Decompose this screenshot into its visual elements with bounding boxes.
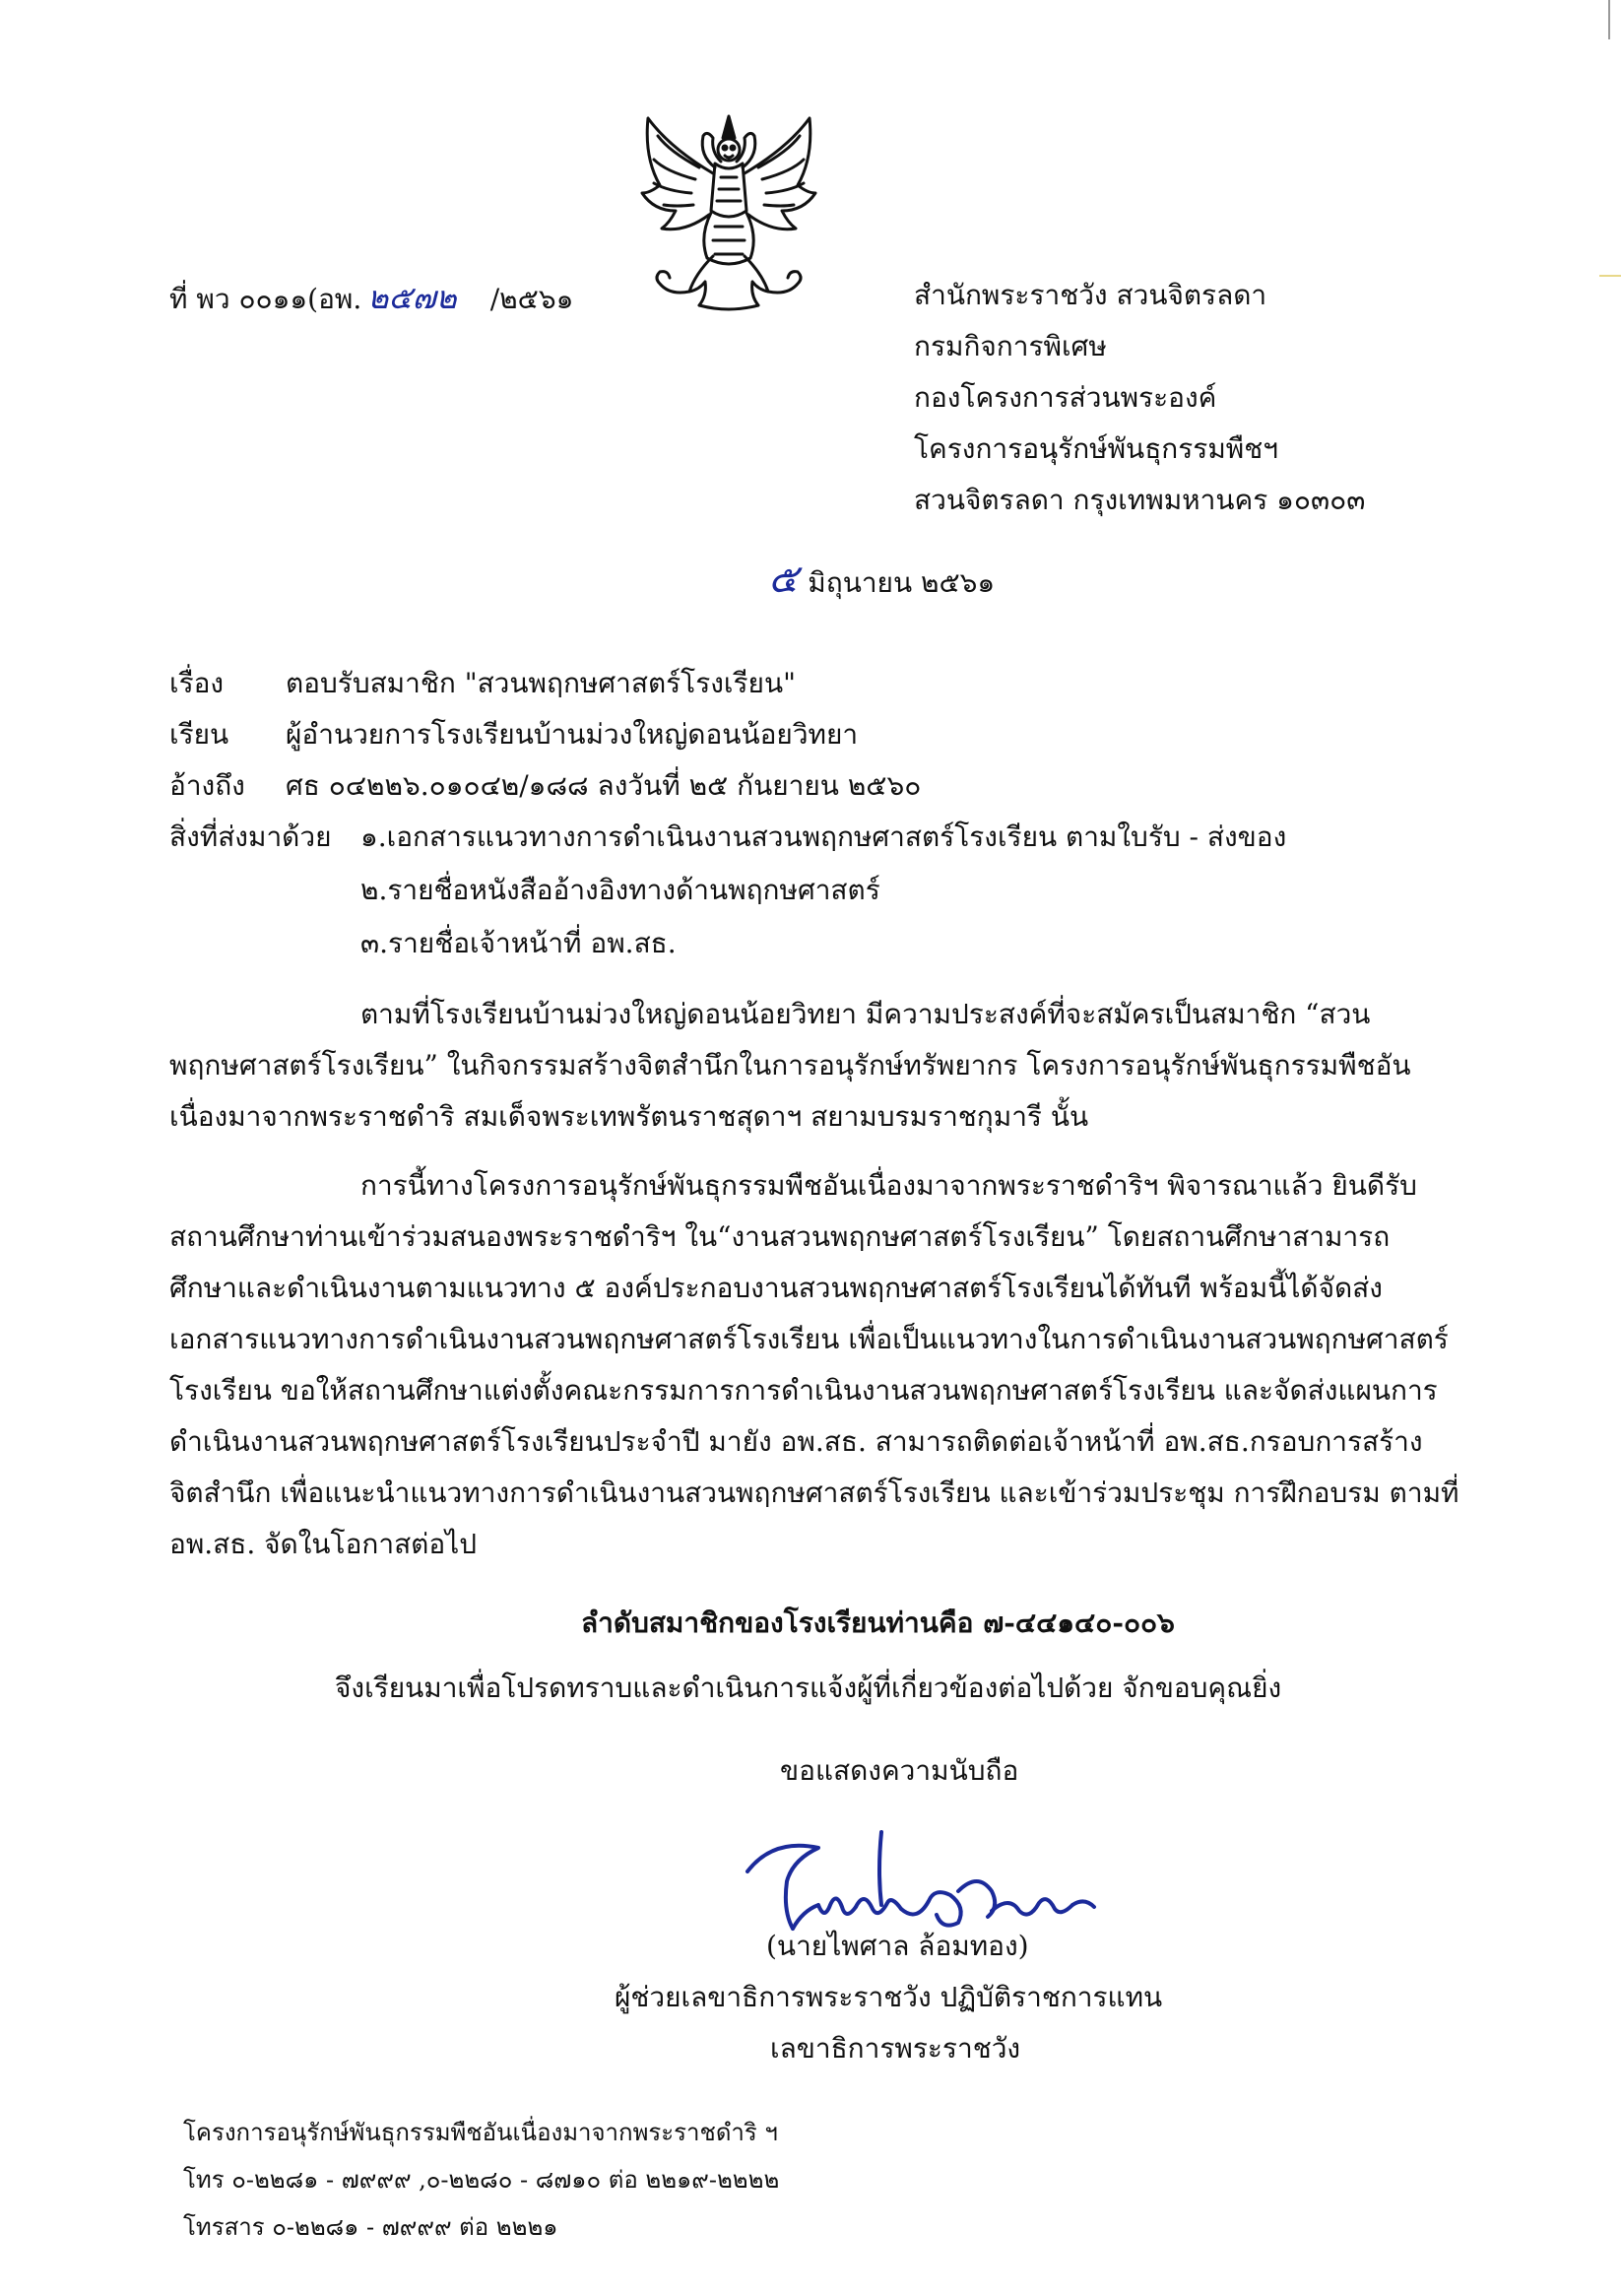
reference-prefix: ที่ พว ๐๐๑๑(อพ. bbox=[169, 283, 362, 315]
closing-salutation: ขอแสดงความนับถือ bbox=[780, 1754, 1019, 1787]
reference-label: อ้างถึง bbox=[169, 769, 245, 802]
office-line: โครงการอนุรักษ์พันธุกรรมพืชฯ bbox=[914, 432, 1278, 465]
paragraph-line: เนื่องมาจากพระราชดำริ สมเด็จพระเทพรัตนราชสุดาฯ สยามบรมราชกุมารี นั้น bbox=[169, 1100, 1089, 1133]
footer-organization: โครงการอนุรักษ์พันธุกรรมพืชอันเนื่องมาจากพระราชดำริ ฯ bbox=[183, 2119, 778, 2146]
paragraph-line: ตามที่โรงเรียนบ้านม่วงใหญ่ดอนน้อยวิทยา มีความประสงค์ที่จะสมัครเป็นสมาชิก “สวน bbox=[360, 998, 1371, 1030]
paragraph-line: เอกสารแนวทางการดำเนินงานสวนพฤกษศาสตร์โรงเรียน เพื่อเป็นแนวทางในการดำเนินงานสวนพฤกษศาสตร์ bbox=[169, 1323, 1449, 1355]
footer-fax: โทรสาร ๐-๒๒๘๑ - ๗๙๙๙ ต่อ ๒๒๒๑ bbox=[183, 2213, 558, 2241]
paragraph-line: อพ.สธ. จัดในโอกาสต่อไป bbox=[169, 1528, 478, 1560]
to-label: เรียน bbox=[169, 718, 229, 751]
reference-value: ศธ ๐๔๒๒๖.๐๑๐๔๒/๑๘๘ ลงวันที่ ๒๕ กันยายน ๒๕๖๐ bbox=[286, 769, 922, 802]
office-line: กองโครงการส่วนพระองค์ bbox=[914, 381, 1217, 414]
paragraph-line: ดำเนินงานสวนพฤกษศาสตร์โรงเรียนประจำปี มายัง อพ.สธ. สามารถติดต่อเจ้าหน้าที่ อพ.สธ.กรอบการสร้าง bbox=[169, 1425, 1423, 1458]
enclosure-label: สิ่งที่ส่งมาด้วย bbox=[169, 820, 332, 853]
member-number-line: ลำดับสมาชิกของโรงเรียนท่านคือ ๗-๔๔๑๔๐-๐๐๖ bbox=[581, 1607, 1175, 1639]
letter-date bbox=[768, 559, 995, 603]
office-address-block bbox=[914, 276, 1365, 532]
signer-title-secondary: เลขาธิการพระราชวัง bbox=[770, 2032, 1021, 2065]
office-line: กรมกิจการพิเศษ bbox=[914, 330, 1107, 362]
enclosure-item: ๓.รายชื่อเจ้าหน้าที่ อพ.สธ. bbox=[360, 927, 677, 959]
signer-title: ผู้ช่วยเลขาธิการพระราชวัง ปฏิบัติราชการแทน bbox=[615, 1981, 1163, 2013]
reference-suffix: /๒๕๖๑ bbox=[489, 283, 574, 315]
reference-number bbox=[169, 278, 573, 319]
paragraph-line: การนี้ทางโครงการอนุรักษ์พันธุกรรมพืชอันเนื่องมาจากพระราชดำริฯ พิจารณาแล้ว ยินดีรับ bbox=[360, 1169, 1417, 1202]
paragraph-line: โรงเรียน ขอให้สถานศึกษาแต่งตั้งคณะกรรมการการดำเนินงานสวนพฤกษศาสตร์โรงเรียน และจัดส่งแผนการ bbox=[169, 1374, 1438, 1407]
paragraph-line: สถานศึกษาท่านเข้าร่วมสนองพระราชดำริฯ ใน“งานสวนพฤกษศาสตร์โรงเรียน” โดยสถานศึกษาสามารถ bbox=[169, 1220, 1391, 1253]
signer-name: (นายไพศาล ล้อมทอง) bbox=[766, 1930, 1029, 1962]
footer-phone: โทร ๐-๒๒๘๑ - ๗๙๙๙ ,๐-๒๒๘๐ - ๘๗๑๐ ต่อ ๒๒๑๙-๒๒๒๒ bbox=[183, 2166, 780, 2194]
subject-label: เรื่อง bbox=[169, 667, 225, 699]
office-line: สำนักพระราชวัง สวนจิตรลดา bbox=[914, 279, 1267, 311]
date-text: มิถุนายน ๒๕๖๑ bbox=[808, 566, 996, 599]
scan-edge-mark bbox=[1593, 0, 1621, 2296]
subject-value: ตอบรับสมาชิก "สวนพฤกษศาสตร์โรงเรียน" bbox=[286, 667, 796, 699]
enclosure-item: ๑.เอกสารแนวทางการดำเนินงานสวนพฤกษศาสตร์โรงเรียน ตามใบรับ - ส่งของ bbox=[360, 820, 1287, 853]
closing-request: จึงเรียนมาเพื่อโปรดทราบและดำเนินการแจ้งผู้ที่เกี่ยวข้องต่อไปด้วย จักขอบคุณยิ่ง bbox=[335, 1672, 1282, 1704]
date-handwritten-day: ๕ bbox=[768, 557, 799, 602]
to-value: ผู้อำนวยการโรงเรียนบ้านม่วงใหญ่ดอนน้อยวิทยา bbox=[286, 718, 859, 751]
paragraph-line: จิตสำนึก เพื่อแนะนำแนวทางการดำเนินงานสวนพฤกษศาสตร์โรงเรียน และเข้าร่วมประชุม การฝึกอบรม ตามที่ bbox=[169, 1476, 1459, 1509]
office-line: สวนจิตรลดา กรุงเทพมหานคร ๑๐๓๐๓ bbox=[914, 484, 1366, 516]
enclosure-item: ๒.รายชื่อหนังสืออ้างอิงทางด้านพฤกษศาสตร์ bbox=[360, 874, 880, 906]
paragraph-line: ศึกษาและดำเนินงานตามแนวทาง ๕ องค์ประกอบงานสวนพฤกษศาสตร์โรงเรียนได้ทันที พร้อมนี้ได้จัดส่ง bbox=[169, 1272, 1383, 1304]
reference-handwritten-number: ๒๕๗๒ bbox=[367, 279, 457, 316]
paragraph-line: พฤกษศาสตร์โรงเรียน” ในกิจกรรมสร้างจิตสำนึกในการอนุรักษ์ทรัพยากร โครงการอนุรักษ์พันธุกรรมพืชอัน bbox=[169, 1049, 1411, 1082]
garuda-emblem-icon bbox=[630, 108, 827, 315]
